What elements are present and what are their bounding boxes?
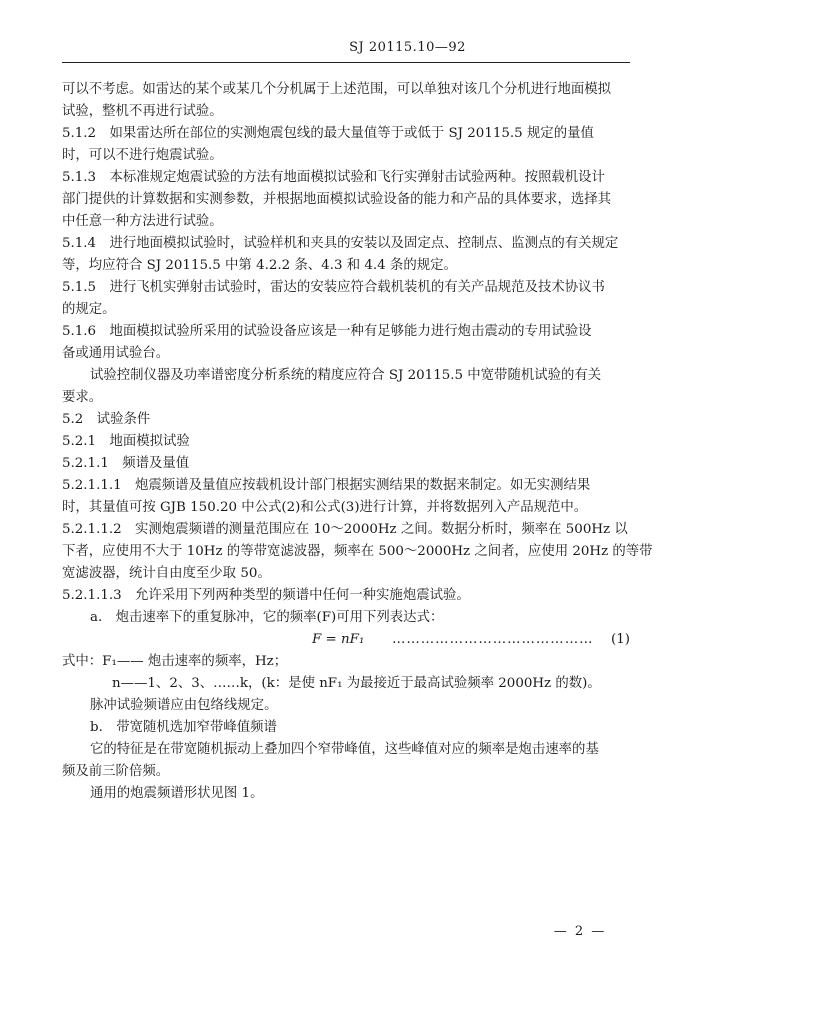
heading-5-2-1: 5.2.1 地面模拟试验 [62,434,190,449]
text-line: 它的特征是在带宽随机振动上叠加四个窄带峰值，这些峰值对应的频率是炮击速率的基 [90,742,599,757]
clause-5-1-3: 5.1.3 本标准规定炮震试验的方法有地面模拟试验和飞行实弹射击试验两种。按照载机设计 [62,170,605,185]
equation-expression: F = nF₁ [312,632,365,647]
header-rule [62,62,630,63]
where-clause: 式中：F₁—— 炮击速率的频率，Hz； [62,654,288,669]
text-line: 时，可以不进行炮震试验。 [62,148,223,163]
item-a: a. 炮击速率下的重复脉冲，它的频率(F)可用下列表达式： [90,610,444,625]
where-clause-n: n——1、2、3、……k，(k：是使 nF₁ 为最接近于最高试验频率 2000Hz 的数)。 [112,676,601,691]
text-line: 可以不考虑。如雷达的某个或某几个分机属于上述范围，可以单独对该几个分机进行地面模拟 [62,82,612,97]
equation-number: (1) [611,632,630,647]
text-line: 脉冲试验频谱应由包络线规定。 [90,698,278,713]
equation-leader-dots: …………………………………… [392,632,594,647]
page-number: — 2 — [553,924,607,939]
text-line: 频及前三阶倍频。 [62,764,170,779]
text-line: 部门提供的计算数据和实测参数，并根据地面模拟试验设备的能力和产品的具体要求，选择其 [62,192,612,207]
text-line: 备或通用试验台。 [62,346,170,361]
clause-5-1-5: 5.1.5 进行飞机实弹射击试验时，雷达的安装应符合载机装机的有关产品规范及技术协议书 [62,280,605,295]
clause-5-2-1-1-2: 5.2.1.1.2 实测炮震频谱的测量范围应在 10～2000Hz 之间。数据分析时，频率在 500Hz 以 [62,522,628,537]
item-b: b. 带宽随机选加窄带峰值频谱 [90,720,277,735]
clause-5-1-4: 5.1.4 进行地面模拟试验时，试验样机和夹具的安装以及固定点、控制点、监测点的有关规定 [62,236,619,251]
text-line: 要求。 [62,390,103,405]
clause-5-1-6: 5.1.6 地面模拟试验所采用的试验设备应该是一种有足够能力进行炮击震动的专用试验设 [62,324,592,339]
text-line: 试验控制仪器及功率谱密度分析系统的精度应符合 SJ 20115.5 中宽带随机试验的有关 [90,368,602,383]
clause-5-1-2: 5.1.2 如果雷达所在部位的实测炮震包线的最大量值等于或低于 SJ 20115.5 规定的量值 [62,126,594,141]
text-line: 试验，整机不再进行试验。 [62,104,223,119]
text-line: 等，均应符合 SJ 20115.5 中第 4.2.2 条、4.3 和 4.4 条的规定。 [62,258,457,273]
text-line: 中任意一种方法进行试验。 [62,214,223,229]
heading-5-2: 5.2 试验条件 [62,412,151,427]
standard-number-header: SJ 20115.10—92 [349,40,466,55]
text-line: 下者，应使用不大于 10Hz 的等带宽滤波器，频率在 500～2000Hz 之间者，应使用 20Hz 的等带 [62,544,653,559]
clause-5-2-1-1-3: 5.2.1.1.3 允许采用下列两种类型的频谱中任何一种实施炮震试验。 [62,588,470,603]
text-line: 宽滤波器，统计自由度至少取 50。 [62,566,271,581]
text-line: 时，其量值可按 GJB 150.20 中公式(2)和公式(3)进行计算，并将数据列入产品规范中。 [62,500,588,515]
clause-5-2-1-1-1: 5.2.1.1.1 炮震频谱及量值应按载机设计部门根据实测结果的数据来制定。如无实测结果 [62,478,591,493]
heading-5-2-1-1: 5.2.1.1 频谱及量值 [62,456,190,471]
figure-reference: 通用的炮震频谱形状见图 1。 [90,786,264,801]
text-line: 的规定。 [62,302,116,317]
